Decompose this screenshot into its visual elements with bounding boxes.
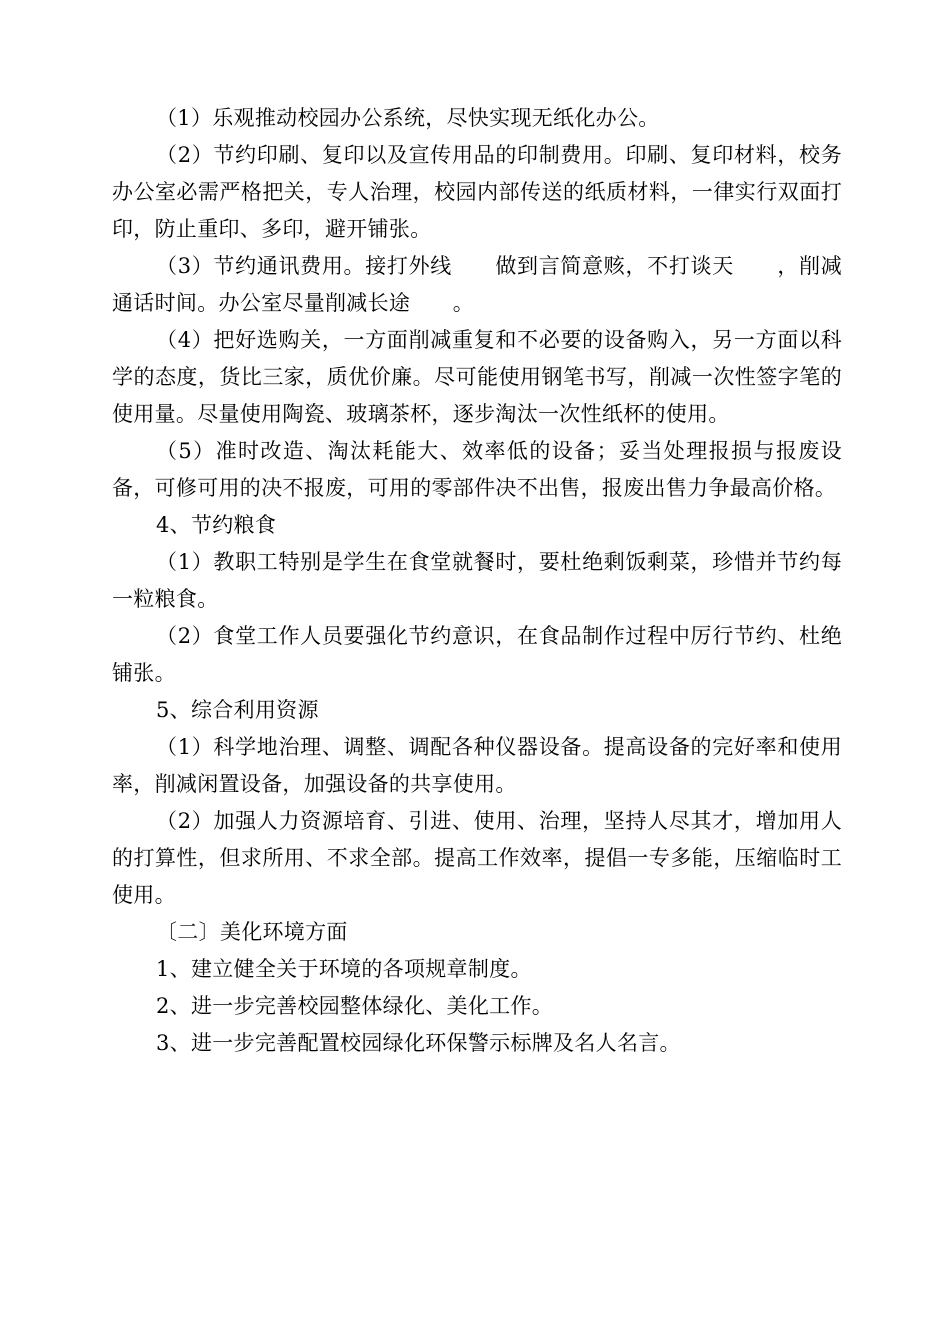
paragraph-signage: 3、进一步完善配置校园绿化环保警示标牌及名人名言。	[156, 1031, 681, 1055]
paragraph-human-resources: （2）加强人力资源培育、引进、使用、治理，坚持人尽其才，增加用人的打算性，但求所用、不求全部。提高工作效率，提倡一专多能，压缩临时工使用。	[112, 809, 842, 907]
paragraph-communication-costs: （3）节约通讯费用。接打外线 做到言简意赅，不打谈天 ，削减通话时间。办公室尽量削减长途 。	[112, 254, 842, 315]
paragraph-no-leftovers: （1）教职工特别是学生在食堂就餐时，要杜绝剩饭剩菜，珍惜并节约每一粒粮食。	[112, 550, 842, 611]
section-heading-environment: 〔二〕美化环境方面	[156, 920, 348, 944]
section-heading-save-food: 4、节约粮食	[156, 513, 277, 537]
paragraph-canteen-staff: （2）食堂工作人员要强化节约意识，在食品制作过程中厉行节约、杜绝铺张。	[112, 624, 842, 685]
section-heading-resource-use: 5、综合利用资源	[156, 698, 319, 722]
paragraph-regulations: 1、建立健全关于环境的各项规章制度。	[156, 957, 532, 981]
paragraph-printing-costs: （2）节约印刷、复印以及宣传用品的印制费用。印刷、复印材料，校务办公室必需严格把关，专人治理，校园内部传送的纸质材料，一律实行双面打印，防止重印、多印，避开铺张。	[112, 143, 842, 241]
paragraph-equipment-management: （1）科学地治理、调整、调配各种仪器设备。提高设备的完好率和使用率，削减闲置设备，加强设备的共享使用。	[112, 735, 842, 796]
paragraph-greening: 2、进一步完善校园整体绿化、美化工作。	[156, 994, 554, 1018]
paragraph-equipment-upgrade: （5）准时改造、淘汰耗能大、效率低的设备；妥当处理报损与报废设备，可修可用的决不报废，可用的零部件决不出售，报废出售力争最高价格。	[112, 439, 842, 500]
paragraph-procurement: （4）把好选购关，一方面削减重复和不必要的设备购入，另一方面以科学的态度，货比三家，质优价廉。尽可能使用钢笔书写，削减一次性签字笔的使用量。尽量使用陶瓷、玻璃茶杯，逐步淘汰一次性纸杯的使用。	[112, 328, 842, 426]
document-page	[112, 100, 842, 1062]
paragraph-paperless-office: （1）乐观推动校园办公系统，尽快实现无纸化办公。	[156, 106, 660, 130]
